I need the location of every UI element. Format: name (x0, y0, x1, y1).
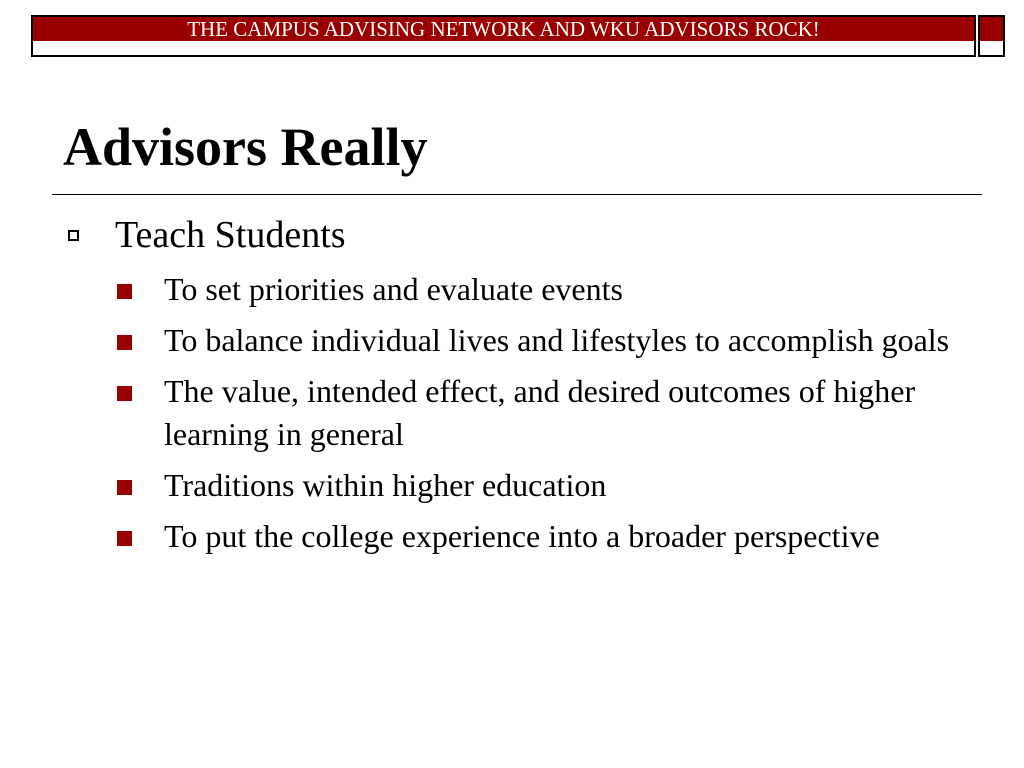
sub-bullet-text: To balance individual lives and lifestyles to accomplish goals (164, 322, 950, 358)
sub-bullet-text: The value, intended effect, and desired outcomes of higher learning in general (164, 373, 916, 452)
main-bullet-text: Teach Students (115, 214, 346, 256)
header-corner-bar (980, 17, 1003, 41)
sub-bullet-item (117, 370, 957, 456)
sub-bullet-item (117, 268, 957, 311)
filled-square-icon (117, 531, 132, 546)
header-corner-block (978, 15, 1005, 57)
sub-bullet-item (117, 515, 957, 558)
main-bullet-item (68, 212, 948, 258)
header-banner-text: THE CAMPUS ADVISING NETWORK AND WKU ADVISORS ROCK! (187, 17, 820, 41)
filled-square-icon (117, 480, 132, 495)
filled-square-icon (117, 335, 132, 350)
slide-title: Advisors Really (63, 117, 428, 177)
filled-square-icon (117, 284, 132, 299)
sub-bullet-item (117, 464, 957, 507)
filled-square-icon (117, 386, 132, 401)
sub-bullet-list (117, 268, 957, 566)
sub-bullet-text: To put the college experience into a broader perspective (164, 518, 880, 554)
sub-bullet-item (117, 319, 957, 362)
header-banner (31, 15, 976, 57)
sub-bullet-text: To set priorities and evaluate events (164, 271, 623, 307)
hollow-square-icon (68, 230, 79, 241)
title-divider (52, 194, 982, 195)
sub-bullet-text: Traditions within higher education (164, 467, 607, 503)
